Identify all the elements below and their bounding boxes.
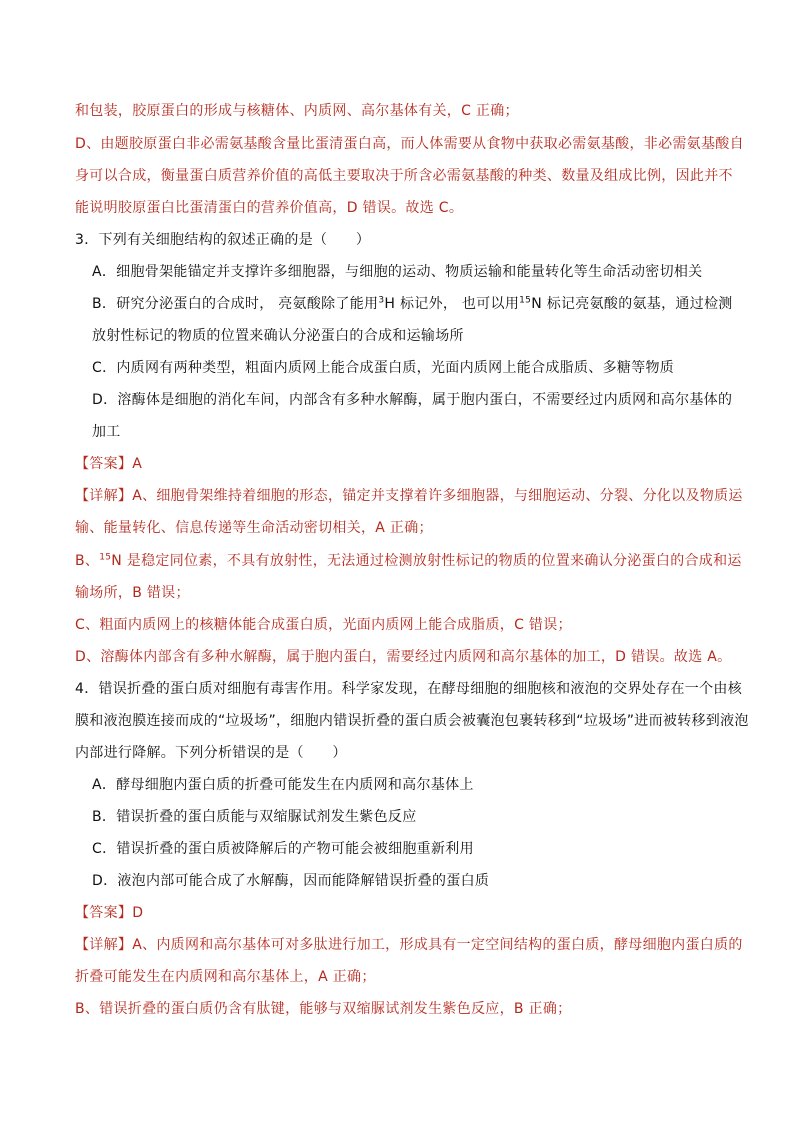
q3-option-b-text-3: N 标记亮氨酸的氨基，通过检测 <box>531 296 733 312</box>
q2-explain-line-4: 能说明胶原蛋白比蛋清蛋白的营养价值高，D 错误。故选 C。 <box>75 200 464 216</box>
q4-option-c: C．错误折叠的蛋白质被降解后的产物可能会被细胞重新利用 <box>92 841 474 857</box>
q3-option-b-line-2: 放射性标记的物质的位置来确认分泌蛋白的合成和运输场所 <box>92 328 464 344</box>
q3-option-b-line-1 <box>92 294 733 314</box>
q4-answer-label: 【答案】 <box>75 905 133 921</box>
q3-explain-d: D、溶酶体内部含有多种水解酶，属于胞内蛋白，需要经过内质网和高尔基体的加工，D 错误。故选 A。 <box>75 649 732 665</box>
q3-explain-label: 【详解】 <box>75 488 133 504</box>
q3-answer-label: 【答案】 <box>75 456 133 472</box>
q3-answer <box>75 454 142 474</box>
q3-explain-b-prefix: B、 <box>75 553 100 569</box>
q4-explain-a-text-1: A、内质网和高尔基体可对多肽进行加工，形成具有一定空间结构的蛋白质，酵母细胞内蛋白质的 <box>132 937 743 953</box>
q4-answer-value: D <box>132 905 144 921</box>
q4-option-d: D．液泡内部可能合成了水解酶，因而能降解错误折叠的蛋白质 <box>92 873 490 889</box>
q4-explain-a-line-1 <box>75 935 743 955</box>
q3-explain-b-sup: 15 <box>99 552 112 563</box>
q3-option-c: C．内质网有两种类型，粗面内质网上能合成蛋白质，光面内质网上能合成脂质、多糖等物质 <box>92 360 675 376</box>
q3-explain-a-text-1: A、细胞骨架维持着细胞的形态，锚定并支撑着许多细胞器，与细胞运动、分裂、分化以及物质运 <box>132 488 743 504</box>
q3-option-d-line-1: D．溶酶体是细胞的消化车间，内部含有多种水解酶，属于胞内蛋白，不需要经过内质网和高尔基体的 <box>92 392 733 408</box>
q3-option-b-text-2: H 标记外， 也可以用 <box>384 296 520 312</box>
q4-answer <box>75 903 143 923</box>
q3-option-b-sup-1: 3 <box>378 295 385 306</box>
q4-stem-line-3: 内部进行降解。下列分析错误的是（ ） <box>75 745 347 761</box>
q4-stem-line-2: 膜和液泡膜连接而成的“垃圾场”，细胞内错误折叠的蛋白质会被囊泡包裹转移到“垃圾场”进而被转移到液泡 <box>75 713 749 729</box>
q2-explain-line-2: D、由题胶原蛋白非必需氨基酸含量比蛋清蛋白高，而人体需要从食物中获取必需氨基酸，非必需氨基酸自 <box>75 136 744 152</box>
q3-explain-c: C、粗面内质网上的核糖体能合成蛋白质，光面内质网上能合成脂质，C 错误； <box>75 617 572 633</box>
q4-explain-label: 【详解】 <box>75 937 133 953</box>
q4-stem-line-1: 4．错误折叠的蛋白质对细胞有毒害作用。科学家发现，在酵母细胞的细胞核和液泡的交界处存在一个由核 <box>75 681 743 697</box>
q3-answer-value: A <box>132 456 143 472</box>
q3-option-d-line-2: 加工 <box>92 424 121 440</box>
q3-option-b-text-1: B．研究分泌蛋白的合成时， 亮氨酸除了能用 <box>92 296 379 312</box>
q2-explain-line-1: 和包装，胶原蛋白的形成与核糖体、内质网、高尔基体有关，C 正确； <box>75 103 519 119</box>
q3-explain-b-line-2: 输场所，B 错误； <box>75 585 190 601</box>
q3-option-b-sup-2: 15 <box>519 295 532 306</box>
q4-option-a: A．酵母细胞内蛋白质的折叠可能发生在内质网和高尔基体上 <box>92 777 474 793</box>
q3-explain-a-line-2: 输、能量转化、信息传递等生命活动密切相关，A 正确； <box>75 520 433 536</box>
q3-stem: 3．下列有关细胞结构的叙述正确的是（ ） <box>75 232 371 248</box>
q3-explain-a-line-1 <box>75 486 743 506</box>
q4-explain-b: B、错误折叠的蛋白质仍含有肽键，能够与双缩脲试剂发生紫色反应，B 正确； <box>75 1001 572 1017</box>
q2-explain-line-3: 身可以合成，衡量蛋白质营养价值的高低主要取决于所含必需氨基酸的种类、数量及组成比例，因此并不 <box>75 168 733 184</box>
q4-option-b: B．错误折叠的蛋白质能与双缩脲试剂发生紫色反应 <box>92 809 417 825</box>
q4-explain-a-line-2: 折叠可能发生在内质网和高尔基体上，A 正确； <box>75 969 376 985</box>
q3-option-a: A．细胞骨架能锚定并支撑许多细胞器，与细胞的运动、物质运输和能量转化等生命活动密切相关 <box>92 264 703 280</box>
q3-explain-b-line-1 <box>75 551 742 571</box>
q3-explain-b-text-1: N 是稳定同位素，不具有放射性，无法通过检测放射性标记的物质的位置来确认分泌蛋白的合成和运 <box>111 553 742 569</box>
